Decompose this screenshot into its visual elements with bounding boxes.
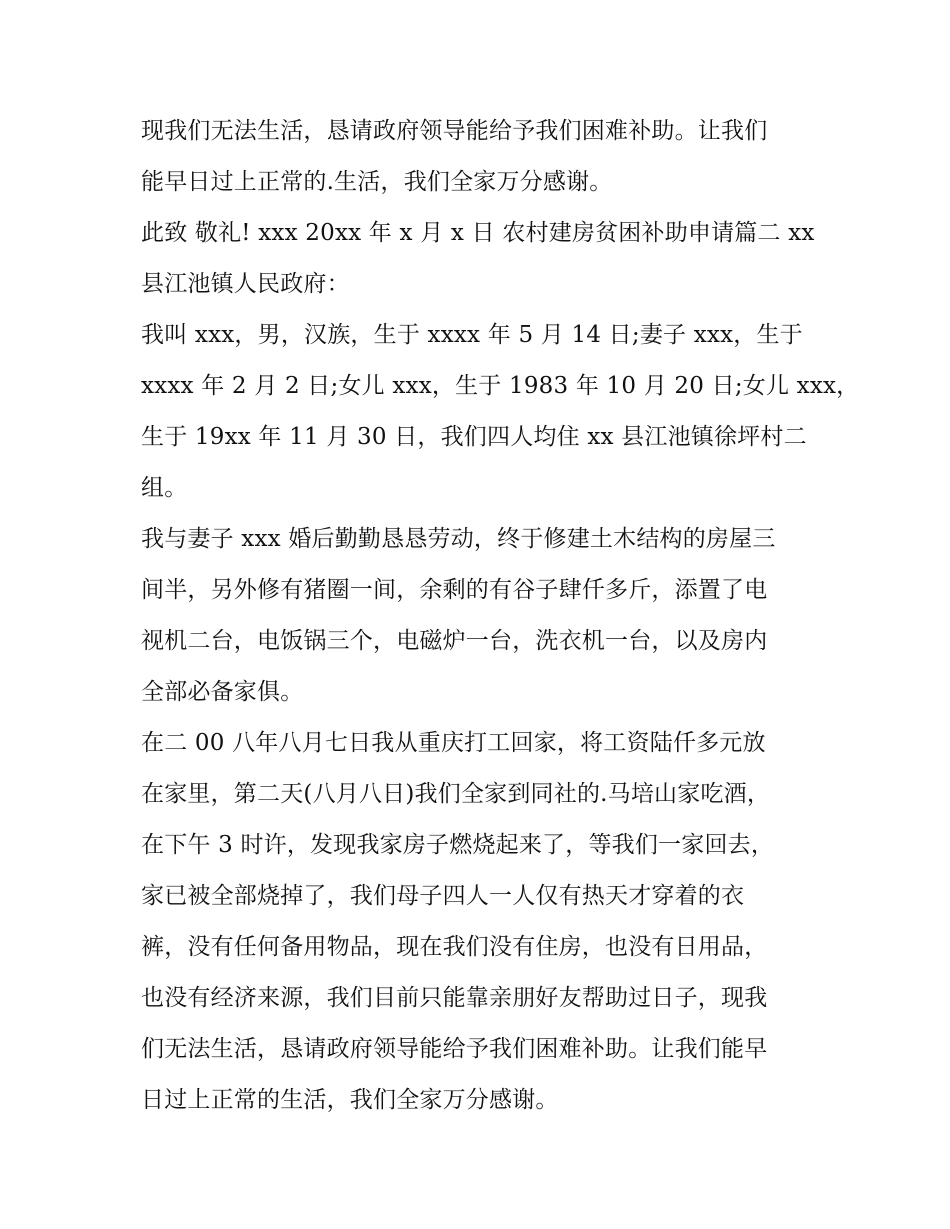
text-line: 在二 00 八年八月七日我从重庆打工回家，将工资陆仟多元放 xyxy=(141,730,766,756)
text-line: 间半，另外修有猪圈一间，余剩的有谷子肆仟多斤，添置了电 xyxy=(141,577,768,603)
paragraph-family-info xyxy=(141,310,860,514)
paragraph-salutation-heading xyxy=(141,208,821,310)
text-line: 日过上正常的生活，我们全家万分感谢。 xyxy=(141,1087,559,1113)
text-line: 现我们无法生活，恳请政府领导能给予我们困难补助。让我们 xyxy=(141,118,768,144)
paragraph-fire-incident xyxy=(141,718,821,1126)
text-line: 在家里，第二天(八月八日)我们全家到同社的.马培山家吃酒， xyxy=(141,781,771,807)
paragraph-property xyxy=(141,514,821,718)
text-line: 裤，没有任何备用物品，现在我们没有住房，也没有日用品， xyxy=(141,934,768,960)
text-line: 在下午 3 时许，发现我家房子燃烧起来了，等我们一家回去， xyxy=(141,832,775,858)
document-body xyxy=(141,106,860,1126)
text-line: 视机二台，电饭锅三个，电磁炉一台，洗衣机一台，以及房内 xyxy=(141,628,768,654)
text-line: 此致 敬礼! xxx 20xx 年 x 月 x 日 农村建房贫困补助申请篇二 xx xyxy=(141,220,815,246)
text-line: 生于 19xx 年 11 月 30 日，我们四人均住 xx 县江池镇徐坪村二 xyxy=(141,424,807,450)
text-line: 我与妻子 xxx 婚后勤勤恳恳劳动，终于修建土木结构的房屋三 xyxy=(141,526,776,552)
text-line: 全部必备家俱。 xyxy=(141,679,304,705)
text-line: xxxx 年 2 月 2 日;女儿 xxx，生于 1983 年 10 月 20 日;女儿 xxx， xyxy=(141,373,860,399)
text-line: 们无法生活，恳请政府领导能给予我们困难补助。让我们能早 xyxy=(141,1036,768,1062)
text-line: 我叫 xxx，男，汉族，生于 xxxx 年 5 月 14 日;妻子 xxx，生于 xyxy=(141,322,803,348)
text-line: 也没有经济来源，我们目前只能靠亲朋好友帮助过日子，现我 xyxy=(141,985,768,1011)
paragraph-closing-request xyxy=(141,106,821,208)
text-line: 组。 xyxy=(141,475,188,501)
text-line: 家已被全部烧掉了，我们母子四人一人仅有热天才穿着的衣 xyxy=(141,883,745,909)
text-line: 能早日过上正常的.生活，我们全家万分感谢。 xyxy=(141,169,613,195)
text-line: 县江池镇人民政府： xyxy=(141,271,350,297)
